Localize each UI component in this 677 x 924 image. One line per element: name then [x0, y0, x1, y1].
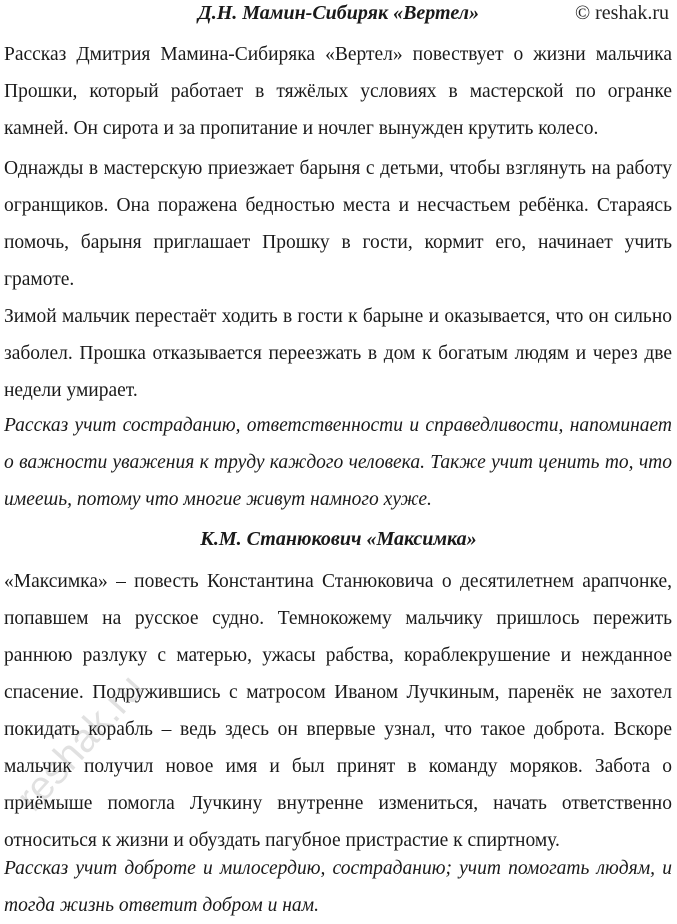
story1-paragraph-3: Зимой мальчик перестаёт ходить в гости к барыне и оказывается, что он сильно заболел. Прошка отказывается переезжать в дом к богатым людям и через две недели умирает. [4, 306, 672, 401]
watermark: reshak.ru [8, 666, 153, 820]
section-title: К.М. Станюкович «Максимка» [200, 528, 477, 550]
story1-moral: Рассказ учит состраданию, ответственности и справедливости, напоминает о важности уважения к труду каждого человека. Также учит ценить то, что имеешь, потому что многие живут намного хуже. [4, 415, 672, 510]
site-copyright: © reshak.ru [574, 2, 669, 24]
story2-moral: Рассказ учит доброте и милосердию, состраданию; учит помогать людям, и тогда жизнь ответит добром и нам. [4, 858, 672, 916]
story1-paragraph-2: Однажды в мастерскую приезжает барыня с детьми, чтобы взглянуть на работу огранщиков. Она поражена бедностью места и несчастьем ребёнка. Стараясь помочь, барыня приглашает Прошку в гости, кормит его, начинает учить грамоте. [4, 158, 672, 290]
story1-paragraph-1: Рассказ Дмитрия Мамина-Сибиряка «Вертел» повествует о жизни мальчика Прошки, который работает в тяжёлых условиях в мастерской по огранке камней. Он сирота и за пропитание и ночлег вынужден крутить колесо. [4, 44, 672, 139]
page-title: Д.Н. Мамин-Сибиряк «Вертел» [198, 2, 479, 24]
story2-paragraph: «Максимка» – повесть Константина Станюковича о десятилетнем арапчонке, попавшем на русское судно. Темнокожему мальчику пришлось пережить раннюю разлуку с матерью, ужасы рабства, кораблекрушение и нежданное спасение. Подружившись с матросом Иваном Лучкиным, паренёк не захотел покидать корабль – ведь здесь он впервые узнал, что такое доброта. Вскоре мальчик получил новое имя и был принят в команду моряков. Забота о приёмыше помогла Лучкину внутренне измениться, начать ответственно относиться к жизни и обуздать пагубное пристрастие к спиртному. [4, 571, 672, 851]
